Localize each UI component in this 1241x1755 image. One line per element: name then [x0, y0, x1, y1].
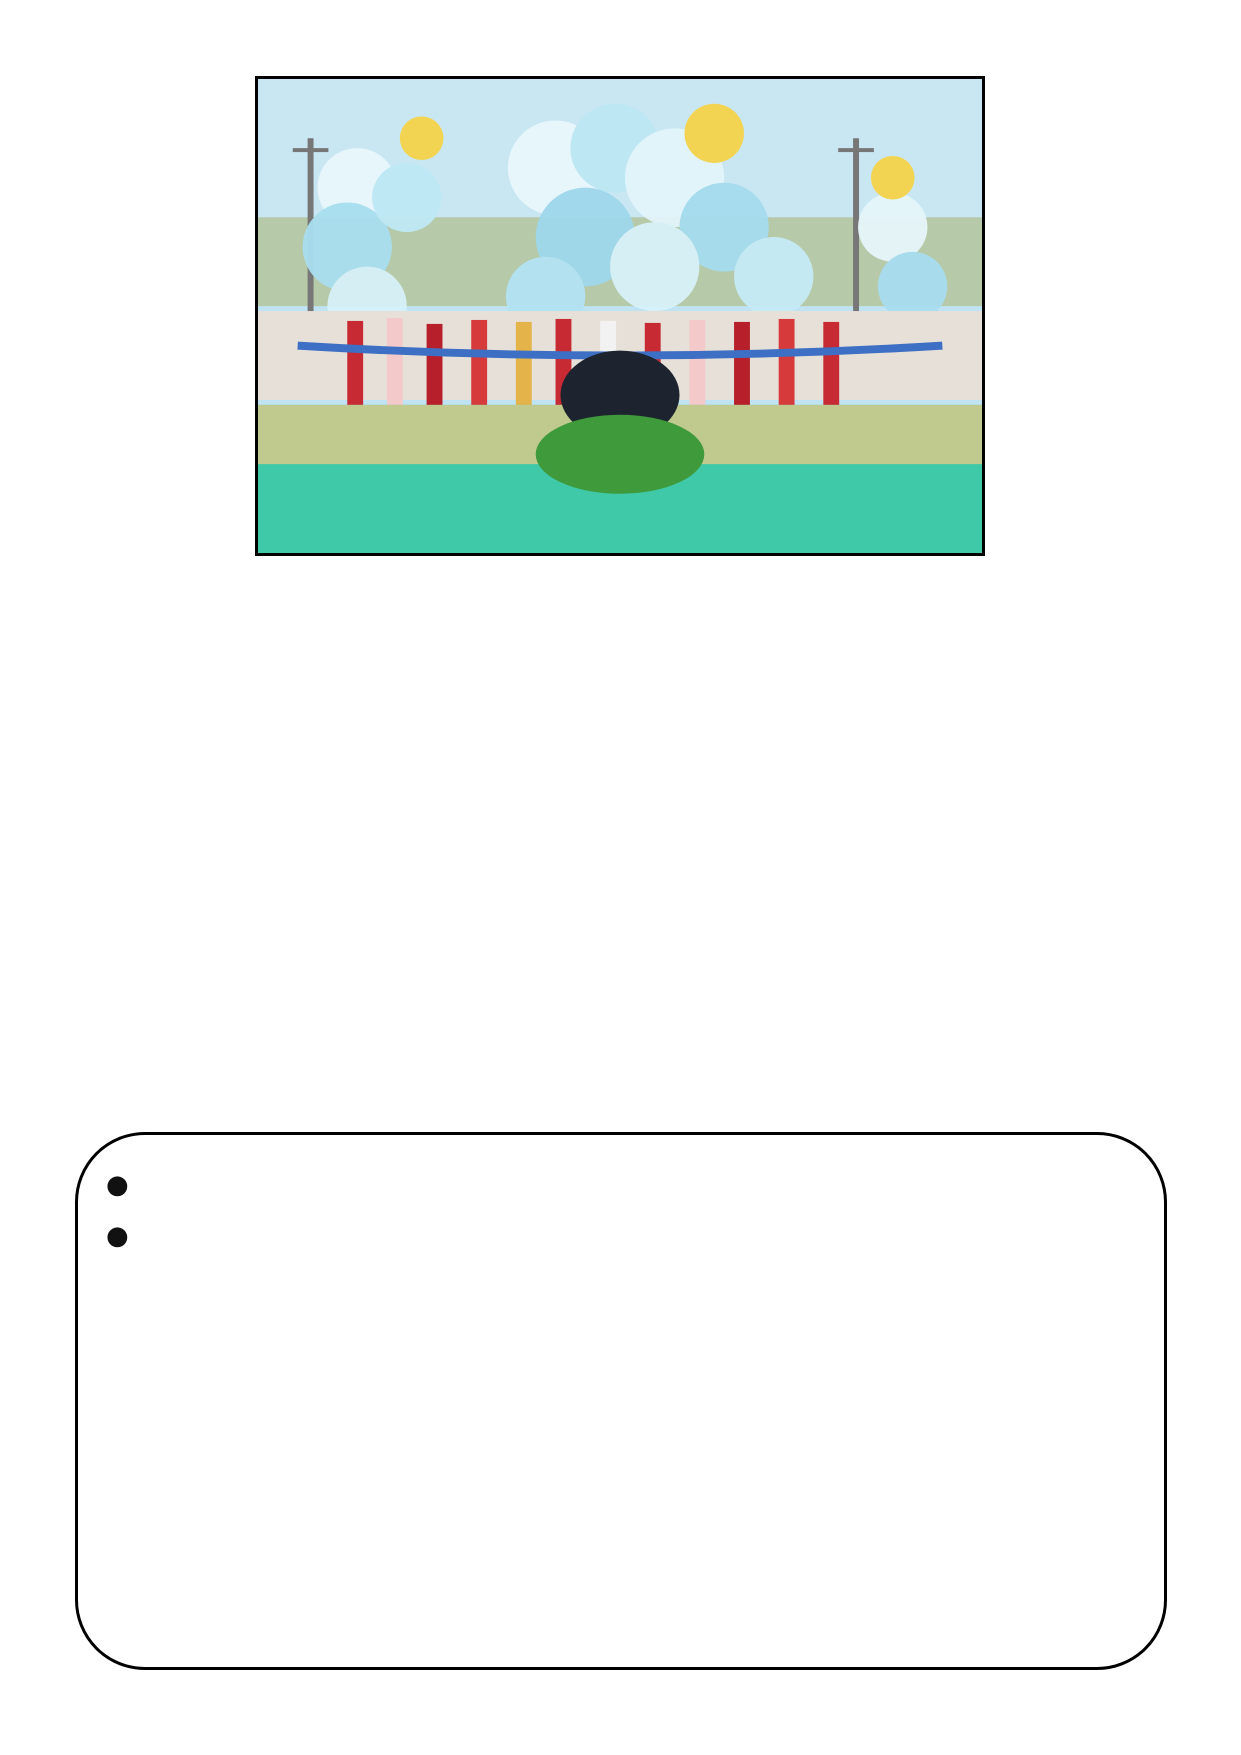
article-right-column [645, 568, 1145, 625]
article-paragraph [85, 568, 630, 617]
ceremony-photo-illustration [258, 79, 982, 553]
summary-box [75, 1132, 1167, 1670]
article-paragraph [645, 568, 1145, 617]
ceremony-photo [255, 76, 985, 556]
summary-list-item [106, 1216, 1124, 1257]
summary-list [78, 1135, 1164, 1257]
article-left-column [85, 568, 630, 682]
summary-list-item [106, 1165, 1124, 1206]
bullet-icon: ● [106, 1170, 129, 1200]
bullet-icon: ● [106, 1221, 129, 1251]
source-citation [645, 978, 1145, 1018]
article-paragraph [85, 625, 630, 674]
